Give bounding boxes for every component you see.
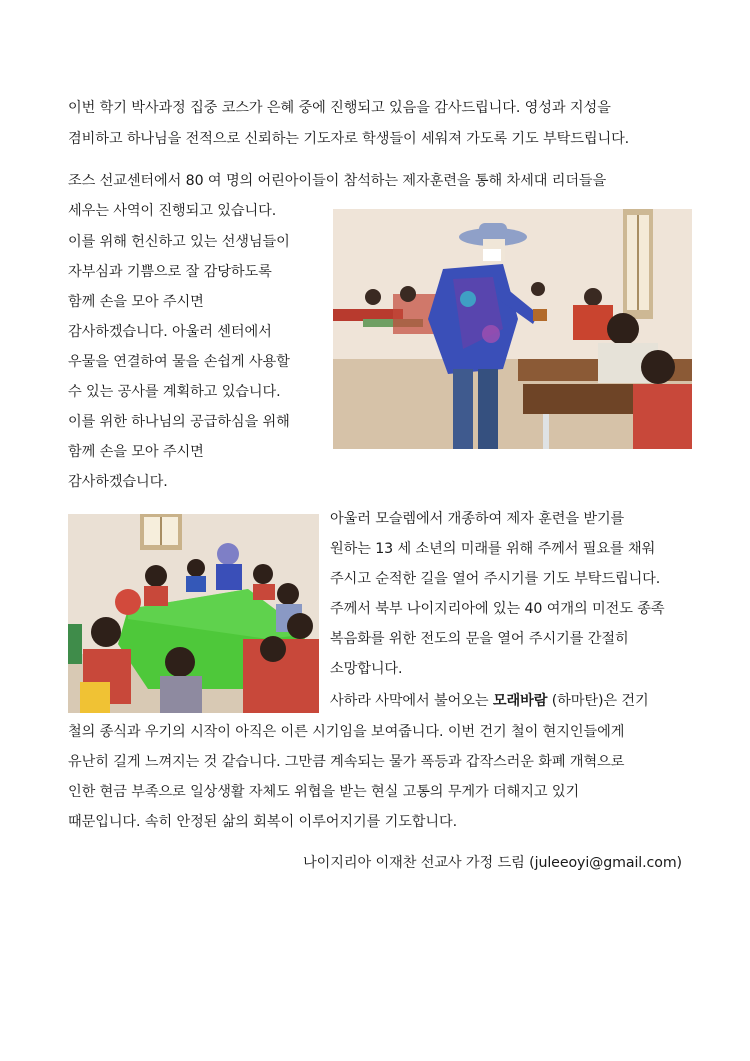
paragraph4-line-first — [330, 691, 649, 711]
sandstorm-bold-text: 모래바람 — [492, 693, 548, 709]
paragraph2-left-line: 감사하겠습니다. — [68, 474, 168, 490]
paragraph4-line: 때문입니다. 속히 안정된 삶의 회복이 이루어지기를 기도합니다. — [68, 814, 458, 830]
paragraph2-left-line: 감사하겠습니다. 아울러 센터에서 — [68, 324, 272, 340]
paragraph2-left-line: 수 있는 공사를 계획하고 있습니다. — [68, 384, 281, 400]
paragraph1-line-1: 이번 학기 박사과정 집중 코스가 은혜 중에 진행되고 있음을 감사드립니다. 영성과 지성을 — [68, 100, 611, 116]
paragraph3-line: 주시고 순적한 길을 열어 주시기를 기도 부탁드립니다. — [330, 571, 661, 587]
paragraph4-line: 철의 종식과 우기의 시작이 아직은 이른 시기임을 보여줍니다. 이번 건기 철이 현지인들에게 — [68, 724, 625, 740]
paragraph2-left-line: 자부심과 기쁨으로 잘 감당하도록 — [68, 264, 272, 280]
paragraph3-line: 소망합니다. — [330, 661, 403, 677]
paragraph2-left-line: 우물을 연결하여 물을 손쉽게 사용할 — [68, 354, 290, 370]
paragraph2-left-line: 함께 손을 모아 주시면 — [68, 294, 204, 310]
paragraph4-text: (하마탄)은 건기 — [547, 693, 649, 709]
paragraph2-left-line: 이를 위해 헌신하고 있는 선생님들이 — [68, 234, 290, 250]
paragraph3-line: 주께서 북부 나이지리아에 있는 40 여개의 미전도 종족 — [330, 601, 665, 617]
paragraph2-line-top: 조스 선교센터에서 80 여 명의 어린아이들이 참석하는 제자훈련을 통해 차세대 리더들을 — [68, 173, 607, 189]
paragraph1-line-2: 겸비하고 하나님을 전적으로 신뢰하는 기도자로 학생들이 세워져 가도록 기도 부탁드립니다. — [68, 131, 630, 147]
paragraph3-line: 복음화를 위한 전도의 문을 열어 주시기를 간절히 — [330, 631, 629, 647]
paragraph2-left-line: 함께 손을 모아 주시면 — [68, 444, 204, 460]
paragraph4-line: 유난히 길게 느껴지는 것 같습니다. 그만큼 계속되는 물가 폭등과 갑작스러운 화폐 개혁으로 — [68, 754, 625, 770]
paragraph3-line: 아울러 모슬렘에서 개종하여 제자 훈련을 받기를 — [330, 511, 625, 527]
photo-children-at-green-table — [68, 514, 319, 713]
paragraph4-text: 사하라 사막에서 불어오는 — [330, 693, 493, 709]
paragraph2-left-line: 이를 위한 하나님의 공급하심을 위해 — [68, 414, 290, 430]
paragraph3-line: 원하는 13 세 소년의 미래를 위해 주께서 필요를 채워 — [330, 541, 656, 557]
paragraph2-left-line: 세우는 사역이 진행되고 있습니다. — [68, 203, 277, 219]
photo-teacher-with-children — [333, 209, 692, 449]
signature: 나이지리아 이재찬 선교사 가정 드림 (juleeoyi@gmail.com) — [303, 855, 682, 871]
paragraph4-line: 인한 현금 부족으로 일상생활 자체도 위협을 받는 현실 고통의 무게가 더해지고 있기 — [68, 784, 580, 800]
